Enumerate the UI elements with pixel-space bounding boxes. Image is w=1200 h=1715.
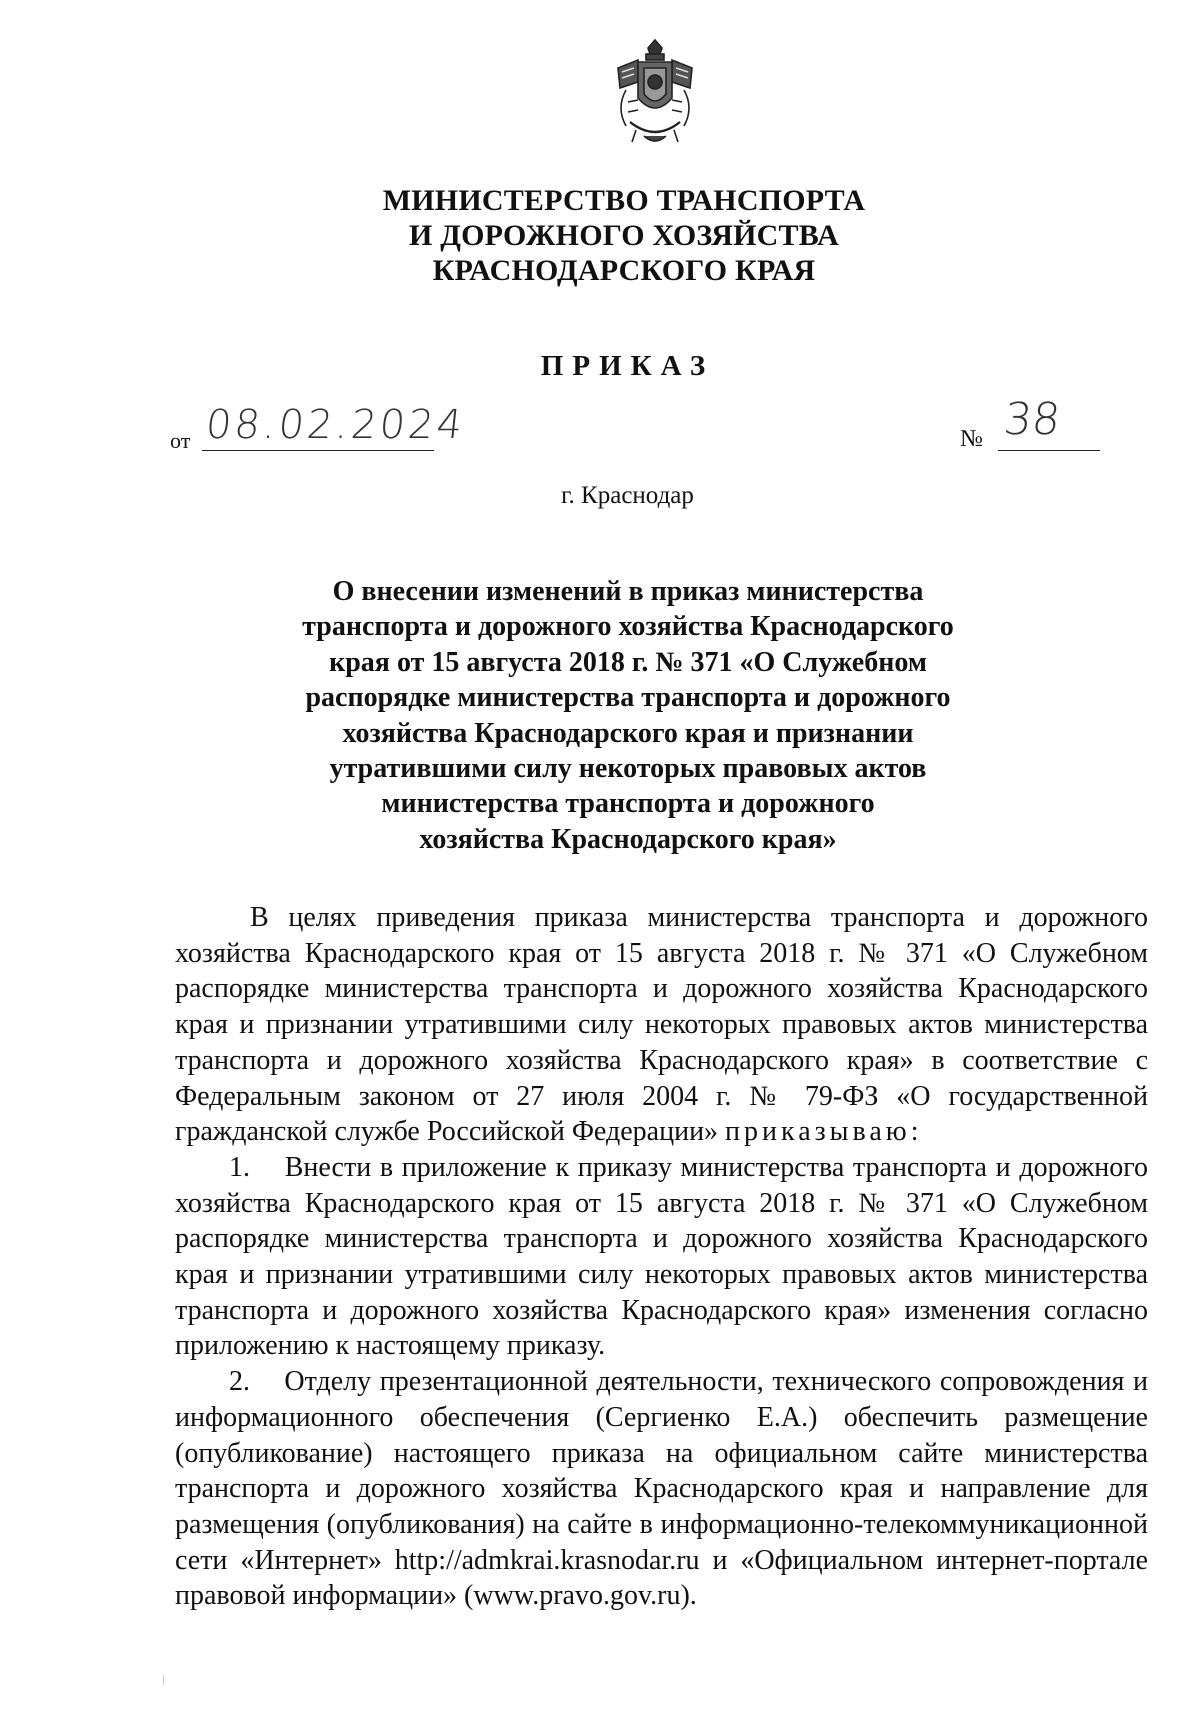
title-line: министерства транспорта и дорожного (381, 788, 875, 820)
city: г. Краснодар (561, 482, 694, 509)
scan-artifact (163, 1675, 164, 1685)
document-title (0, 574, 1200, 857)
date-underline (202, 450, 434, 451)
order-word: приказываю: (725, 1116, 923, 1148)
item-number: 2. (229, 1366, 250, 1398)
title-line: утратившими силу некоторых правовых актов (329, 753, 927, 785)
title-line: распорядке министерства транспорта и дорожного (305, 682, 951, 714)
preamble-paragraph (175, 900, 1148, 1150)
document-type: ПРИКАЗ (540, 350, 715, 382)
title-line: транспорта и дорожного хозяйства Краснодарского (302, 611, 954, 643)
item-number: 1. (229, 1151, 250, 1183)
number-underline (998, 450, 1100, 451)
item-text: Отделу презентационной деятельности, технического сопровождения и информационного обеспечения (Сергиенко Е.А.) обеспечить размещение (опубликование) настоящего приказа на официальном сайте министерства транспорта и дорожного хозяйства Краснодарского края и направление для размещения (опубликования) на сайте в информационно-телекоммуникационной сети «Интернет» http://admkrai.krasnodar.ru и «Официальном интернет-портале правовой информации» (www.pravo.gov.ru). (175, 1366, 1149, 1612)
date-label: от (170, 428, 191, 453)
item-text: Внести в приложение к приказу министерства транспорта и дорожного хозяйства Краснодарского края от 15 августа 2018 г. № 371 «О Служебном распорядке министерства транспорта и дорожного хозяйства Краснодарского края и признании утратившими силу некоторых правовых актов министерства транспорта и дорожного хозяйства Краснодарского края» изменения согласно приложению к настоящему приказу. (175, 1151, 1148, 1362)
number-label: № (960, 426, 983, 452)
date-handwritten: 08.02.2024 (203, 402, 468, 448)
title-line: края от 15 августа 2018 г. № 371 «О Служебном (329, 646, 927, 678)
number-handwritten: 38 (1001, 394, 1063, 445)
coat-of-arms-emblem (608, 38, 702, 150)
title-line: хозяйства Краснодарского края» (419, 823, 837, 855)
item-paragraph-2 (175, 1364, 1148, 1614)
title-line: хозяйства Краснодарского края и признании (342, 717, 914, 749)
preamble-text: В целях приведения приказа министерства транспорта и дорожного хозяйства Краснодарского края от 15 августа 2018 г. № 371 «О Служебном распорядке министерства транспорта и дорожного хозяйства Краснодарского края и признании утратившими силу некоторых правовых актов министерства транспорта и дорожного хозяйства Краснодарского края» в соответствие с Федеральным законом от 27 июля 2004 г. № 79-ФЗ «О государственной гражданской службе Российской Федерации» (175, 902, 1148, 1148)
title-line: О внесении изменений в приказ министерства (332, 576, 924, 607)
ministry-line-2: И ДОРОЖНОГО ХОЗЯЙСТВА (409, 219, 839, 252)
document-body (175, 900, 1148, 1614)
ministry-line-1: МИНИСТЕРСТВО ТРАНСПОРТА (382, 184, 866, 217)
ministry-line-3: КРАСНОДАРСКОГО КРАЯ (432, 254, 816, 287)
ministry-header (0, 183, 1200, 288)
item-paragraph-1 (175, 1150, 1148, 1364)
